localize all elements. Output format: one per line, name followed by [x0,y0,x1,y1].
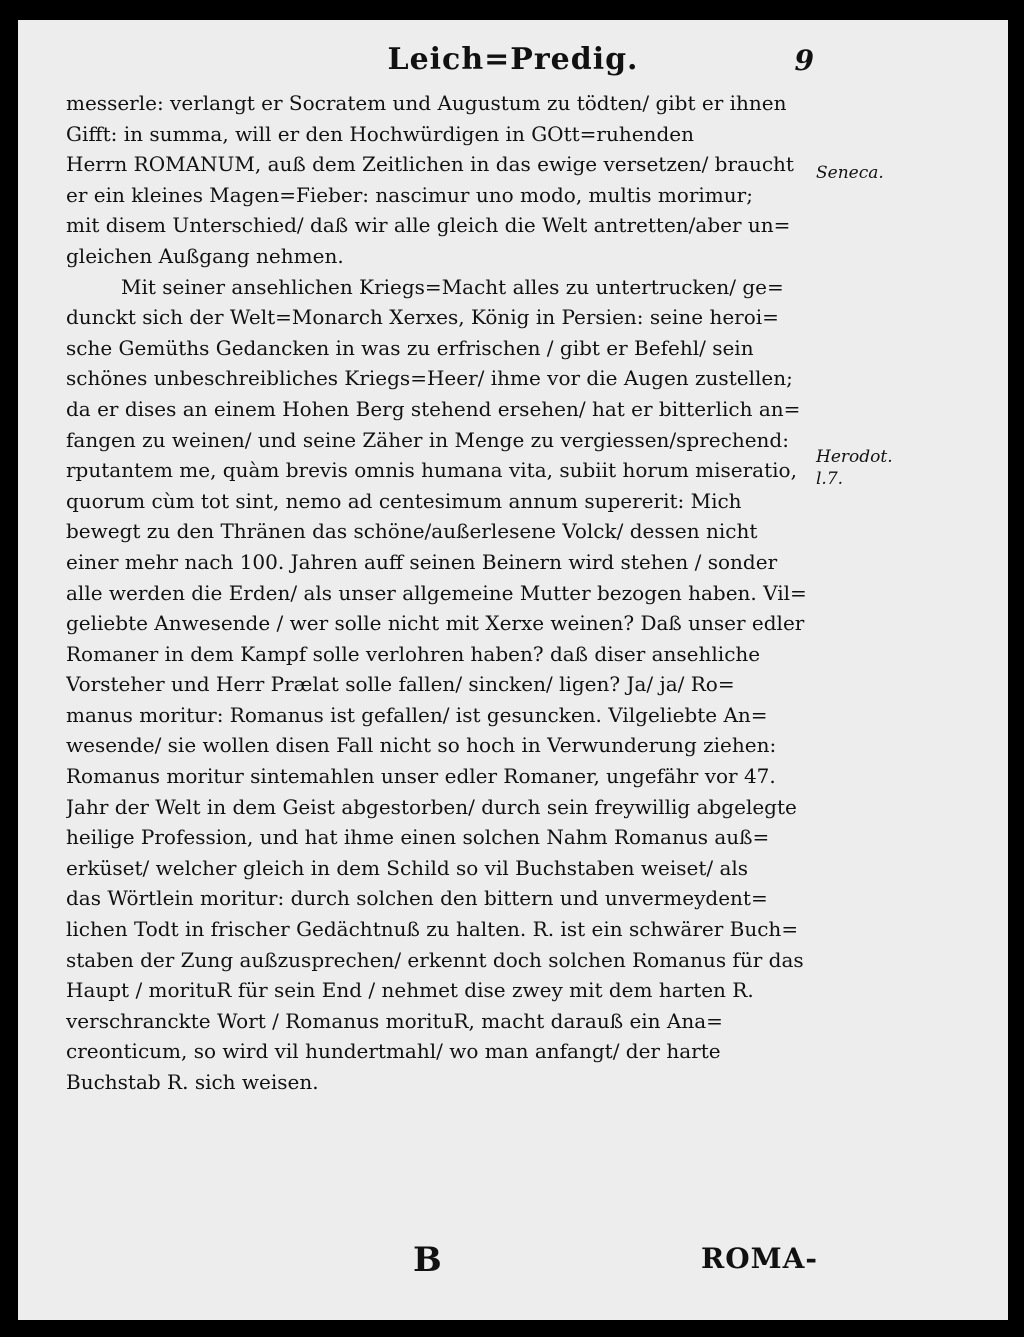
text-line: wesende/ sie wollen disen Fall nicht so hoch in Verwunderung ziehen: [66,733,777,758]
text-line: alle werden die Erden/ als unser allgemeine Mutter bezogen haben. Vil= [66,580,807,605]
signature-mark: B [413,1240,442,1280]
text-line: Romanus moritur sintemahlen unser edler Romaner, ungefähr vor 47. [66,764,776,789]
catchword: ROMA- [701,1242,818,1275]
text-line: das Wörtlein moritur: durch solchen den bittern und unvermeydent= [66,886,768,911]
text-line: creonticum, so wird vil hundertmahl/ wo man anfangt/ der harte [66,1039,721,1064]
text-line: staben der Zung außzusprechen/ erkennt doch solchen Romanus für das [66,947,804,972]
body-text [66,88,816,1098]
text-line: erküset/ welcher gleich in dem Schild so vil Buchstaben weiset/ als [66,855,749,880]
text-line: er ein kleines Magen=Fieber: nascimur uno modo, multis morimur; [66,182,753,207]
text-line: da er dises an einem Hohen Berg stehend ersehen/ hat er bitterlich an= [66,396,801,421]
text-line: schönes unbeschreibliches Kriegs=Heer/ ihme vor die Augen zustellen; [66,366,793,391]
text-line: sche Gemüths Gedancken in was zu erfrischen / gibt er Befehl/ sein [66,335,754,360]
text-line: Romaner in dem Kampf solle verlohren haben? daß diser ansehliche [66,641,761,666]
text-line: Gifft: in summa, will er den Hochwürdigen in GOtt=ruhenden [66,121,694,146]
text-line: mit disem Unterschied/ daß wir alle gleich die Welt antretten/aber un= [66,213,791,238]
text-line: Jahr der Welt in dem Geist abgestorben/ durch sein freywillig abgelegte [66,794,797,819]
text-line: quorum cùm tot sint, nemo ad centesimum annum supererit: Mich [66,488,742,513]
text-line: dunckt sich der Welt=Monarch Xerxes, König in Persien: seine heroi= [66,305,779,330]
text-line: lichen Todt in frischer Gedächtnuß zu halten. R. ist ein schwärer Buch= [66,917,799,942]
text-line: geliebte Anwesende / wer solle nicht mit Xerxe weinen? Daß unser edler [66,611,805,636]
text-line: Vorsteher und Herr Prælat solle fallen/ sincken/ ligen? Ja/ ja/ Ro= [66,672,735,697]
page-header [18,42,1008,90]
text-line: gleichen Außgang nehmen. [66,243,344,268]
text-line: verschranckte Wort / Romanus morituR, macht darauß ein Ana= [66,1008,723,1033]
text-line: rputantem me, quàm brevis omnis humana vita, subiit horum miseratio, [66,458,797,483]
text-line: heilige Profession, und hat ihme einen solchen Nahm Romanus auß= [66,825,770,850]
book-page [18,20,1008,1320]
text-line: Buchstab R. sich weisen. [66,1070,319,1094]
text-line: Herrn ROMANUM, auß dem Zeitlichen in das ewige versetzen/ braucht [66,152,794,177]
text-line: Haupt / morituR für sein End / nehmet dise zwey mit dem harten R. [66,978,754,1003]
text-line: manus moritur: Romanus ist gefallen/ ist gesuncken. Vilgeliebte An= [66,702,768,727]
text-line: fangen zu weinen/ und seine Zäher in Menge zu vergiessen/sprechend: [66,427,789,452]
margin-note-herodot: Herodot. l.7. [816,447,893,489]
running-title: Leich=Predig. [387,42,639,77]
margin-note-seneca: Seneca. [816,163,884,183]
text-line: messerle: verlangt er Socratem und Augustum zu tödten/ gibt er ihnen [66,91,787,115]
text-line: einer mehr nach 100. Jahren auff seinen Beinern wird stehen / sonder [66,549,778,574]
page-number: 9 [794,44,814,77]
text-line: Mit seiner ansehlichen Kriegs=Macht alles zu untertrucken/ ge= [121,274,784,299]
text-line: bewegt zu den Thränen das schöne/außerlesene Volck/ dessen nicht [66,519,758,544]
